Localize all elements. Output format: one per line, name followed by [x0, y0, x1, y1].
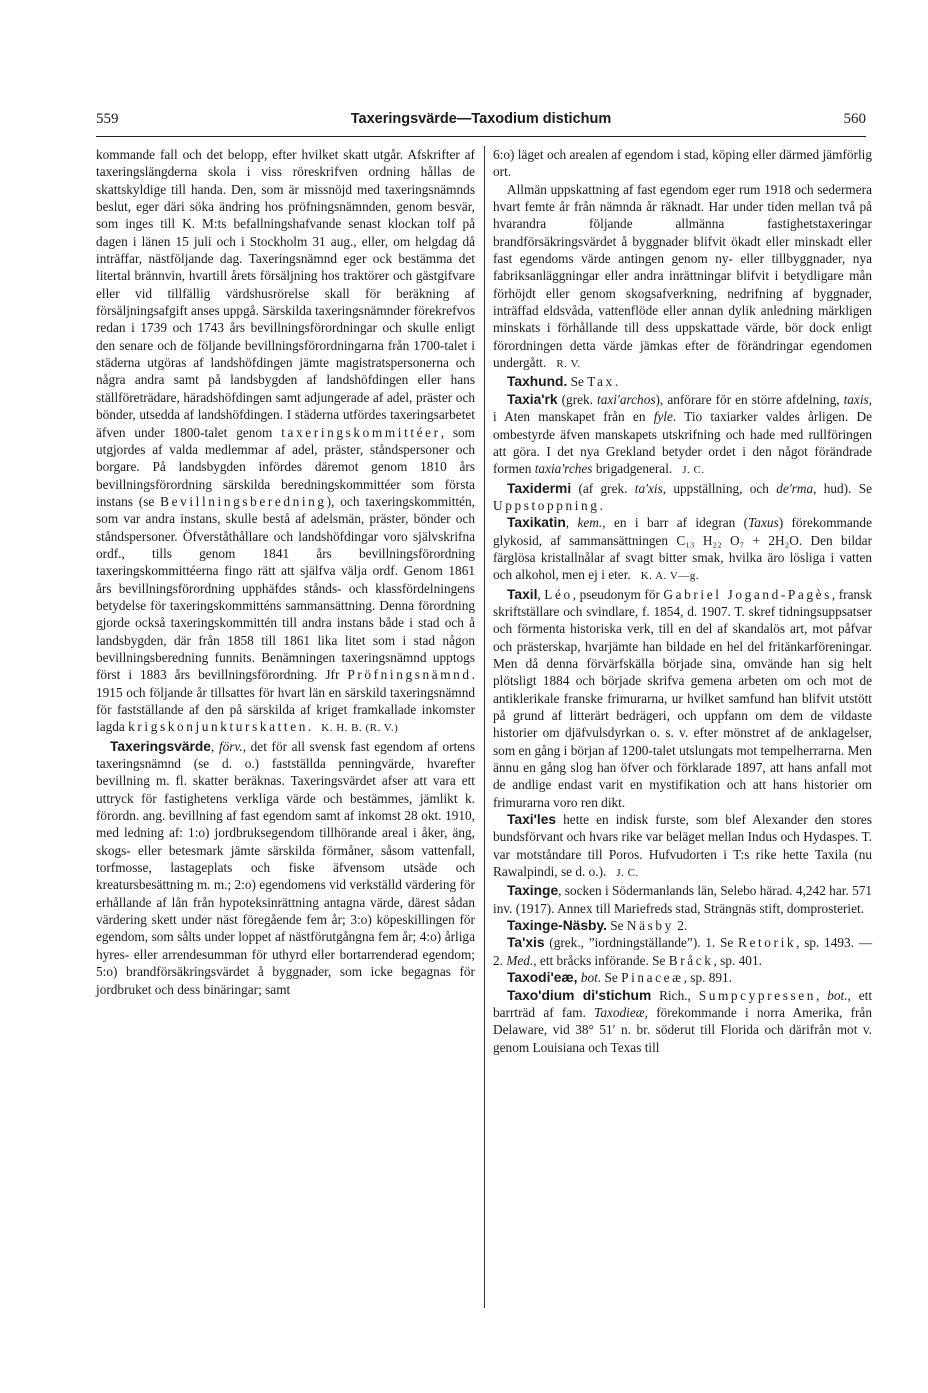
- headword: Taxo'dium di'stichum: [507, 987, 652, 1003]
- headword: Taxinge: [507, 883, 559, 899]
- author-signature: J. C.: [682, 464, 705, 477]
- entry-taxinge-nasby: Taxinge-Näsby. Se Näsby 2.: [507, 918, 688, 934]
- author-signature: K. H. B. (R. V.): [321, 722, 399, 735]
- headword: Taxinge-Näsby.: [507, 918, 607, 934]
- headword: Taxikatin: [507, 515, 566, 531]
- headword: Taxi'les: [507, 812, 557, 828]
- taxeringsvarde-continuation: 6:o) läget och arealen af egendom i stad, köping eller därmed jämförlig ort.: [493, 147, 872, 180]
- ref-profningsnamnd: Pröfningsnämnd: [347, 667, 472, 683]
- entry-taxis: Ta'xis (grek., ”iordningställande”). 1. Se Retorik, sp. 1493. — 2. Med., ett bråcks införande. Se Bråck, sp. 401.: [493, 935, 873, 968]
- author-signature: R. V.: [556, 358, 581, 371]
- entry-taxikatin: Taxikatin, kem., en i barr af idegran (Taxus) förekommande glykosid, af sammansättningen C₁₃ H₂₂ O₇ + 2H₂O. Den bildar färglösa kristallnålar af svagt bitter smak, hvilka äro lösliga i vatten och alkohol, men ej i eter. K. A. V—g.: [493, 515, 872, 583]
- headword: Taxodi'eæ,: [507, 970, 578, 986]
- chemical-formula: C₁₃ H₂₂ O₇ + 2H₂O: [676, 532, 799, 548]
- headword: Taxia'rk: [507, 391, 558, 407]
- entry-taxodieae: Taxodi'eæ, bot. Se Pinaceæ, sp. 891.: [507, 970, 733, 986]
- right-column: [493, 146, 872, 1056]
- author-signature: K. A. V—g.: [640, 570, 700, 583]
- headword: Taxeringsvärde: [110, 738, 211, 754]
- ref-bevillningsberedning: Bevillningsberedning: [160, 493, 327, 509]
- headword: Ta'xis: [507, 935, 545, 951]
- ref-taxeringskommitteer: taxeringskommittéer: [281, 424, 441, 440]
- taxeringsnamnd-continuation: kommande fall och det belopp, efter hvilket skatt utgår. Afskrifter af taxeringslängderna skola i viss röreskrifven ordning hållas de skattskyldige till handa. Den, som är missnöjd med taxeringsnämnds beslut, eger däri söka ändring hos pröfningsnämnden, genom besvär, som inges till K. M:ts befallningshafvande senast klockan tolf på dagen i länen 15 juli och i Stockholm 31 aug., eller, om helgdag då inträffar, nästföljande dag. Taxeringsnämnd eger ock bestämma det litertal brännvin, hvartill årets försäljning hos traktörer och gästgifvare eller vid tillfällig värdshusrörelse skall för beräkning af försäljningsafgift anses uppgå. Särskilda taxeringsnämnder förekrefvos redan i 1739 och 1743 års bevillningsförordningar och skulle enligt den senare och de följande bevillningsförordningarna från 1700-talet i städerna utgöras af landshöfdingen jämte magistratspersonerna och några andra samt på landsbygden af landshöfdingen eller hans ställföreträdare, häradshöfdingen samt adjungerade af adel, präster och bönder, utsedda af landshöfdingen. I städerna utfördes taxeringsarbetet äfven under 1800-talet genom taxeringskommittéer, som utgjordes af valda medlemmar af adel, präster, ståndspersoner och borgare. På landsbygden infördes däremot genom 1810 års bevillningsförordning särskilda beredningskommittéer som första instans (se Bevillningsberedning), och taxeringskommittén, som var andra instans, skulle bestå af adelsmän, präster, bönder och ståndspersoner. Öfverståthållare och landshöfdingar voro självskrifna ordf., tills genom 1841 års bevillningsförordning taxeringskommittéerna fingo rätt att själfva välja ordf. Genom 1861 års bevillningsförordning upphäfdes stånds- och klassfördelningens betydelse för taxeringskommitténs sammansättning. Denna förordning gjorde också taxeringskommittén till andra instans både i stad och å landsbygden, där från 1858 till 1861 lika litet som i stad någon bevillningsberedning funnits. Benämningen taxeringsnämnd upptogs först i 1883 års bevillningsförordning. Jfr Pröfningsnämnd. 1915 och följande år tillsattes för hvart län en särskild taxeringsnämnd för fastställande af den på särskilda af kriget framkallade inkomster lagda krigskonjunkturskatten. K. H. B. (R. V.): [96, 147, 476, 735]
- author-signature: J. C.: [616, 867, 639, 880]
- taxeringsvarde-paragraph: Allmän uppskattning af fast egendom eger rum 1918 och sedermera hvart femte år från nämnda år räknadt. Har under tiden mellan två på hvarandra följande allmänna fastighetstaxeringar brandförsäkringsvärdet å byggnader blifvit ökadt eller minskadt eller fast egendoms värde antingen genom ny- eller tillbyggnader, nya fabriksanläggningar eller andra inrättningar blifvit i betydligare mån förhöjdt eller genom skogsafverkning, nedrifning af byggnader, inträffad eldsvåda, vattenflöde eller annan dylik anledning märkligen minskats i förhållande till dess uppskattade värde, bör dock enligt förordningen detta värde jämkas efter de förändringar egendomen undergått. R. V.: [493, 181, 872, 371]
- column-divider: [484, 146, 485, 1308]
- page-header: [96, 111, 866, 133]
- ref-krigskonjunkturskatten: krigskonjunkturskatten: [128, 719, 308, 735]
- entry-taxidermi: Taxidermi (af grek. ta'xis, uppställning, och de'rma, hud). Se Uppstoppning.: [493, 480, 873, 513]
- headword: Taxidermi: [507, 480, 572, 496]
- page-number-left: 559: [96, 111, 119, 127]
- header-rule: [96, 136, 866, 137]
- entry-taxhund: Taxhund. Se Tax.: [507, 374, 619, 390]
- running-title: Taxeringsvärde—Taxodium distichum: [350, 111, 612, 127]
- entry-taxil: Taxil, Léo, pseudonym för Gabriel Jogand-Pagès, fransk skriftställare och svindlare, f. 1854, d. 1907. T. skref tidningsuppsatser och förmenta historiska verk, till en del af skandalös art, mot påfvar och prästerskap, hvarjämte han bildade en hel del fritänkarföreningar. Men då denna förvärfskälla började sina, omvände han sig helt plötsligt 1884 och började skrifva gemena arbeten om och mot de antiklerikale franske frimurarna, ur hvilket samfund han blifvit utstött på grund af litterärt bedrägeri, och uppfann om dem de vildaste historier om djäfvulsdyrkan o. s. v. efter mönstret af de anklagelser, som en gång i början af 1200-talet utslungats mot tempelherrarna. Men ännu en gång slog han öfver och förklarade 1897, att hans anfall mot de andlige endast varit en mystifikation och att hans historier om frimurarna voro ren dikt.: [493, 586, 872, 810]
- entry-taxiark: Taxia'rk (grek. taxi'archos), anförare för en större afdelning, taxis, i Aten manskapet från en fyle. Tio taxiarker valdes årligen. De ombestyrde äfven manskapets utskrifning och hade med rullföringen att göra. I det nya Grekland betyder ordet i den något förändrade formen taxia'rches brigadgeneral. J. C.: [493, 391, 873, 477]
- entry-taxiles: Taxi'les hette en indisk furste, som blef Alexander den stores bundsförvant och hvars rike var beläget mellan Indus och Hydaspes. T. var motståndare till Poros. Hufvudorten i T:s rike hette Taxila (nu Rawalpindi, se d. o.). J. C.: [493, 812, 873, 880]
- headword: Taxhund.: [507, 374, 568, 390]
- headword: Taxil: [507, 586, 538, 602]
- page-number-right: 560: [843, 111, 866, 127]
- entry-taxinge: Taxinge, socken i Södermanlands län, Selebo härad. 4,242 har. 571 inv. (1917). Annex till Mariefreds stad, Strängnäs stift, domprosteriet.: [493, 883, 873, 916]
- left-column: [96, 146, 475, 998]
- entry-taxeringsvarde: Taxeringsvärde, förv., det för all svensk fast egendom af ortens taxeringsnämnd (se d. o.) fastställda penningvärde, hvarefter bevillning m. fl. skatter beräknas. Taxeringsvärdet afser att vara ett uttryck för fastighetens verkliga värde och bestämmes, jämlikt k. förordn. ang. bevillning af fast egendom samt af inkomst 28 okt. 1910, med ledning af: 1:o) jordbruksegendom tillhörande areal i åker, äng, skogs- eller betesmark jämte särskilda förmåner, såsom vattenfall, torfmosse, lastageplats och fiske äfvensom utsäde och kreatursbesättning m. m.; 2:o) egendomens vid verkställd värdering för erhållande af lån från hypoteksinrättning antagna värde, därest sådan värdering skett under näst föregående fem år; 3:o) köpeskillingen för egendom, som sålts under loppet af nästförutgångna fem år; 4:o) årliga hyres- eller arrendesumman för uthyrd eller bortarrenderad egendom; 5:o) brandförsäkringsvärdet å byggnader, som icke begagnas för jordbruket och dess binäringar; samt: [96, 738, 475, 997]
- entry-taxodium: Taxo'dium di'stichum Rich., Sumpcypressen, bot., ett barrträd af fam. Taxodieæ, förekommande i norra Amerika, från Delaware, vid 38° 51′ n. br. söderut till Florida och därifrån mot v. genom Louisiana och Texas till: [493, 987, 873, 1055]
